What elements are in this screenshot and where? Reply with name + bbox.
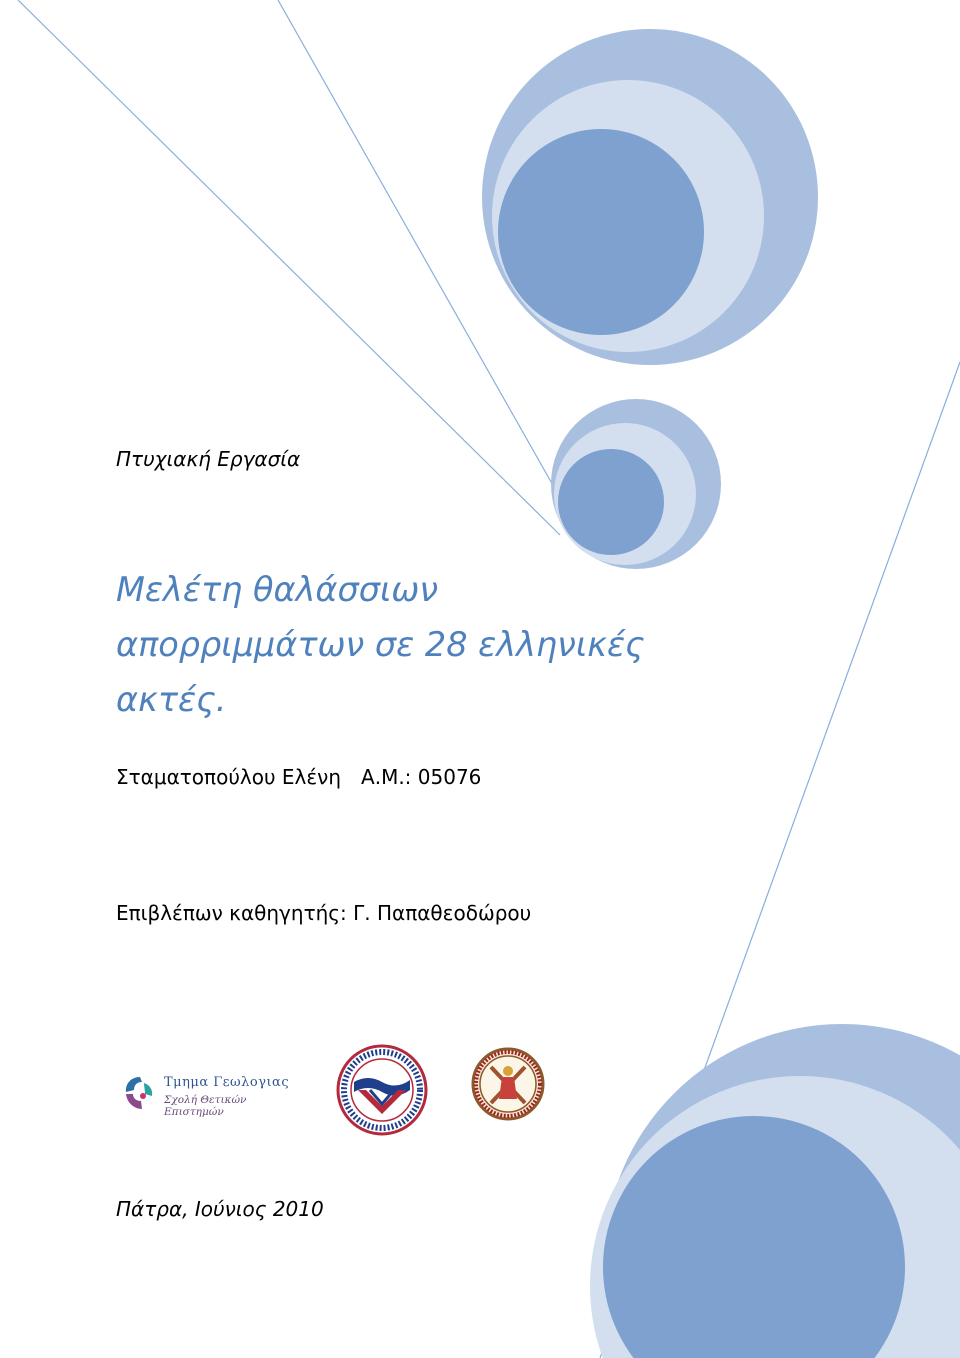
marine-geology-lab-seal-icon — [336, 1044, 428, 1136]
department-logo-subtitle: Σχολή Θετικών Επιστημών — [164, 1094, 247, 1118]
author-line — [116, 765, 481, 789]
document-title — [116, 562, 716, 727]
decor-circle-large — [482, 29, 818, 365]
department-of-geology-logo — [122, 1072, 302, 1116]
geology-emblem-icon — [122, 1074, 158, 1112]
title-line-2: απορριμμάτων σε 28 ελληνικές — [116, 625, 645, 664]
decor-circle-bottom — [590, 1024, 960, 1358]
supervisor-line: Επιβλέπων καθηγητής: Γ. Παπαθεοδώρου — [116, 901, 532, 925]
registration-number: Α.Μ.: 05076 — [361, 765, 482, 789]
decor-circle-small — [551, 399, 721, 569]
thesis-type-label: Πτυχιακή Εργασία — [116, 447, 301, 471]
place-and-date: Πάτρα, Ιούνιος 2010 — [116, 1197, 324, 1221]
title-line-1: Μελέτη θαλάσσιων — [116, 570, 439, 609]
author-name: Σταματοπούλου Ελένη — [116, 765, 342, 789]
university-of-patras-seal-icon — [471, 1047, 545, 1121]
title-line-3: ακτές. — [116, 680, 227, 719]
department-logo-title: Τμημα Γεωλογιας — [164, 1075, 290, 1090]
